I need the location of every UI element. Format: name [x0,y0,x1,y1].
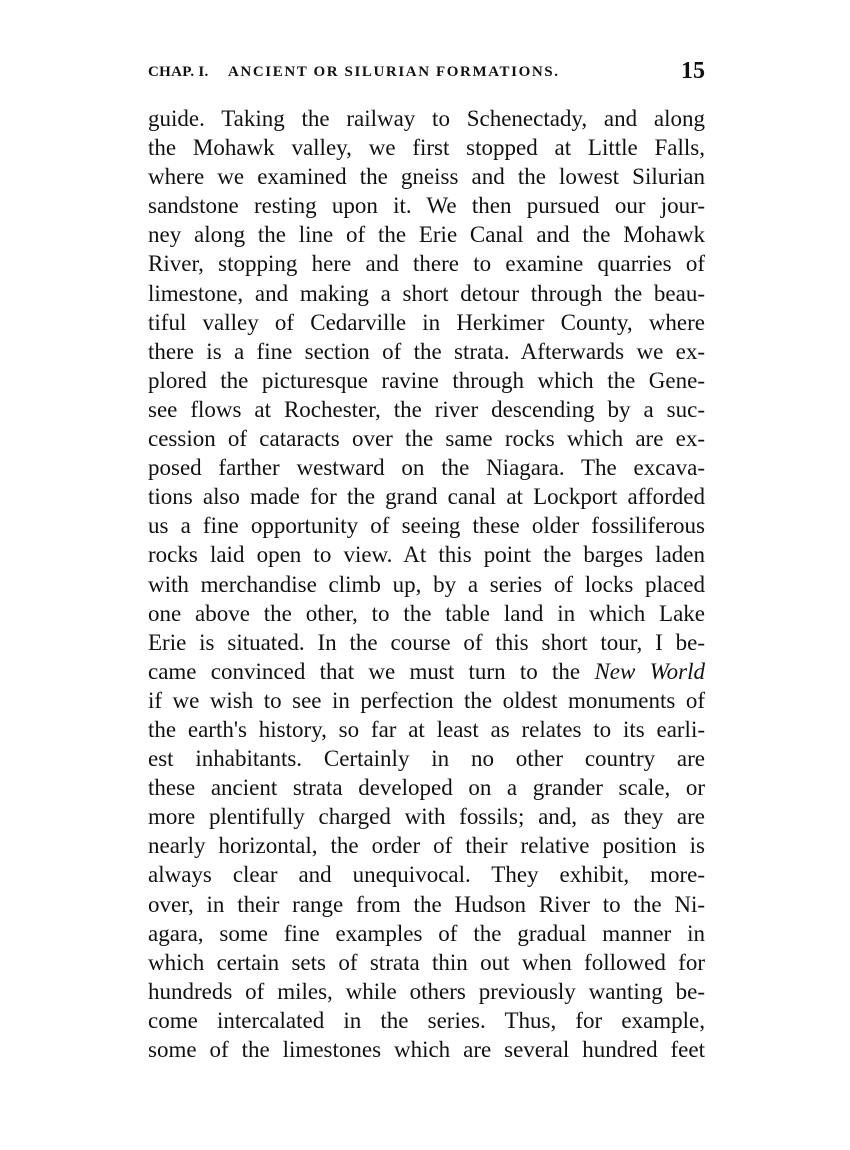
running-title: ANCIENT OR SILURIAN FORMATIONS. [228,64,560,80]
text-line: agara, some fine examples of the gradual manner in [148,920,705,946]
text-line: there is a fine section of the strata. Afterwards we ex- [148,338,705,364]
text-line: come intercalated in the series. Thus, for example, [148,1007,705,1033]
text-line: always clear and unequivocal. They exhibit, more- [148,862,705,888]
chapter-label: CHAP. I. [148,64,209,80]
text-line-with-italic [148,657,705,686]
text-line: nearly horizontal, the order of their relative position is [148,833,705,859]
body-text [148,104,705,1064]
text-line: if we wish to see in perfection the oldest monuments of [148,687,705,713]
page-number: 15 [681,58,705,84]
italic-phrase: New World [594,658,706,684]
text-line: see flows at Rochester, the river descending by a suc- [148,396,705,422]
text-line: Erie is situated. In the course of this short tour, I be- [148,629,705,655]
text-segment: came convinced that we must turn to the [148,658,581,684]
text-line: the earth's history, so far at least as relates to its earli- [148,716,705,742]
text-line: River, stopping here and there to examine quarries of [148,251,705,277]
text-line: one above the other, to the table land in which Lake [148,600,705,626]
text-line: over, in their range from the Hudson River to the Ni- [148,891,705,917]
text-line: more plentifully charged with fossils; and, as they are [148,804,705,830]
text-line: with merchandise climb up, by a series of locks placed [148,571,705,597]
text-line: ney along the line of the Erie Canal and the Mohawk [148,222,705,248]
text-line: these ancient strata developed on a grander scale, or [148,775,705,801]
text-line: hundreds of miles, while others previously wanting be- [148,978,705,1004]
text-line: us a fine opportunity of seeing these older fossiliferous [148,513,705,539]
text-line: some of the limestones which are several hundred feet [148,1037,705,1062]
text-line: est inhabitants. Certainly in no other country are [148,746,705,772]
text-line: which certain sets of strata thin out when followed for [148,949,705,975]
text-line: guide. Taking the railway to Schenectady, and along [148,106,705,131]
text-line: posed farther westward on the Niagara. The excava- [148,455,705,481]
text-line: where we examined the gneiss and the lowest Silurian [148,164,705,190]
text-line: limestone, and making a short detour through the beau- [148,280,705,306]
text-line: rocks laid open to view. At this point the barges laden [148,542,705,568]
running-head [148,58,705,90]
text-line: the Mohawk valley, we first stopped at Little Falls, [148,135,705,161]
text-line: tiful valley of Cedarville in Herkimer County, where [148,309,705,335]
text-line: tions also made for the grand canal at Lockport afforded [148,484,705,510]
text-line: cession of cataracts over the same rocks which are ex- [148,426,705,452]
text-line: sandstone resting upon it. We then pursued our jour- [148,193,705,219]
text-line: plored the picturesque ravine through which the Gene- [148,367,705,393]
